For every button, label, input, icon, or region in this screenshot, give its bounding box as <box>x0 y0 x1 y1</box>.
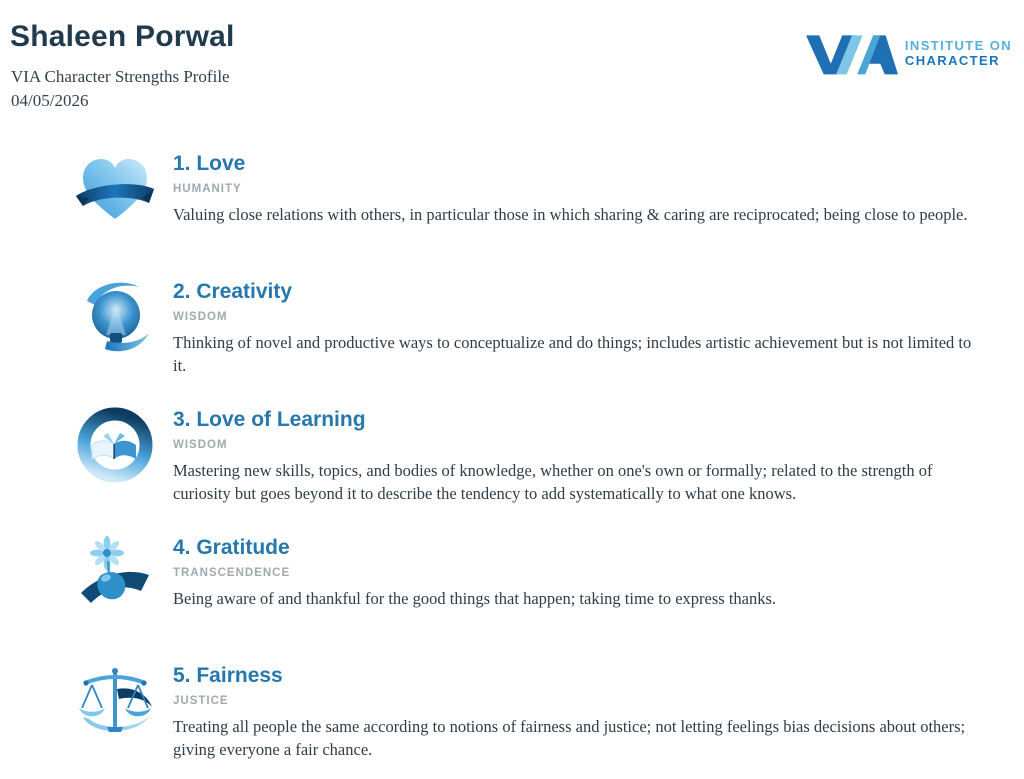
strength-item-creativity <box>0 277 1024 405</box>
strength-category: TRANSCENDENCE <box>173 566 291 579</box>
strength-item-love-of-learning <box>0 405 1024 533</box>
profile-header <box>0 20 1024 111</box>
flower-hand-icon <box>75 533 155 613</box>
heart-ribbon-icon <box>75 149 155 229</box>
strength-text-block <box>173 533 776 610</box>
via-logo-mark-icon <box>806 33 898 75</box>
strength-text-block <box>173 661 973 761</box>
via-logo <box>806 33 1012 75</box>
strength-description: Valuing close relations with others, in particular those in which sharing & caring are reciprocated; being close to people. <box>173 204 968 224</box>
strength-category: HUMANITY <box>173 182 242 195</box>
strength-text-block <box>173 405 973 505</box>
strength-category: WISDOM <box>173 310 228 323</box>
strength-description: Treating all people the same according to notions of fairness and justice; not letting feelings bias decisions about others; giving everyone a fair chance. <box>173 716 966 759</box>
strength-title: 4. Gratitude <box>173 535 290 559</box>
strength-title: 1. Love <box>173 151 246 175</box>
strength-title: 3. Love of Learning <box>173 407 366 431</box>
profile-date: 04/05/2026 <box>11 90 89 110</box>
strength-text-block <box>173 277 973 377</box>
open-book-icon <box>75 405 155 485</box>
via-logo-text <box>905 39 1012 69</box>
strength-text-block <box>173 149 968 226</box>
logo-institute-on-label: INSTITUTE ON <box>904 38 1012 54</box>
lightbulb-icon <box>75 277 155 357</box>
strength-category: WISDOM <box>173 438 228 451</box>
strength-title: 2. Creativity <box>173 279 293 303</box>
scales-icon <box>75 661 155 741</box>
strength-category: JUSTICE <box>173 694 229 707</box>
strengths-list <box>0 149 1024 779</box>
strength-title: 5. Fairness <box>173 663 283 687</box>
profile-subtitle: VIA Character Strengths Profile <box>11 66 230 86</box>
strength-item-fairness <box>0 661 1024 779</box>
strength-item-gratitude <box>0 533 1024 661</box>
strength-description: Mastering new skills, topics, and bodies of knowledge, whether on one's own or formally; related to the strength of curiosity but goes beyond it to describe the tendency to add systematically to what one knows. <box>173 460 933 503</box>
strength-description: Thinking of novel and productive ways to conceptualize and do things; includes artistic achievement but is not limited to it. <box>173 332 972 375</box>
strength-item-love <box>0 149 1024 277</box>
strength-description: Being aware of and thankful for the good things that happen; taking time to express thanks. <box>173 588 777 608</box>
logo-character-label: CHARACTER <box>904 53 1000 68</box>
profile-name: Shaleen Porwal <box>10 20 235 53</box>
